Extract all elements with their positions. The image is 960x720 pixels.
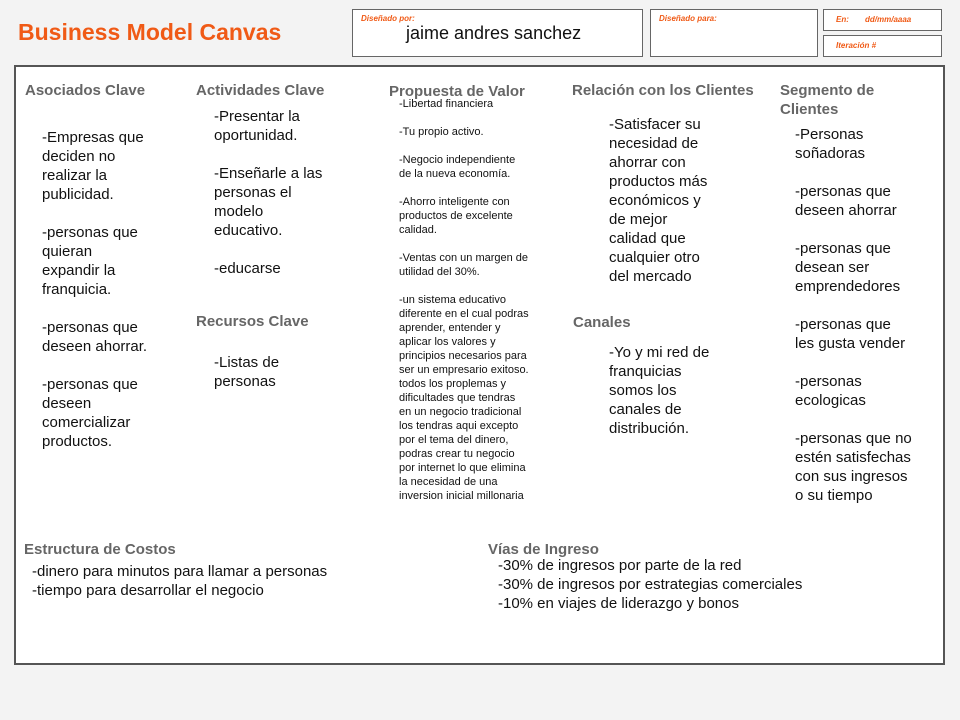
revenue-streams-title: Vías de Ingreso: [488, 541, 599, 558]
customer-relationships-title: Relación con los Clientes: [572, 82, 754, 99]
cost-structure-text: -dinero para minutos para llamar a personas -tiempo para desarrollar el negocio: [32, 563, 328, 599]
customer-segments-title: Segmento de Clientes: [780, 82, 875, 118]
value-proposition-text: -Libertad financiera -Tu propio activo. -Negocio independiente de la nueva economía. -Ahorro inteligente con productos de excelente calidad. -Ventas con un margen de utilidad del 30%. -un sistema educativo diferente en el cual podras aprender, entender y aplicar los valores y principios necesarios para ser un empresario exitoso. todos los proplemas y dificultades que tendras en un negocio tradicional los tendras aqui excepto por el tema del dinero, podras crear tu negocio por internet lo que elimina la necesidad de una inversion inicial millonaria: [399, 98, 529, 502]
designed-for-field[interactable]: [650, 9, 818, 57]
section-channels[interactable]: [563, 297, 773, 525]
key-partners-text: -Empresas que deciden no realizar la publicidad. -personas que quieran expandir la franquicia. -personas que deseen ahorrar. -personas que deseen comercializar productos.: [42, 129, 148, 450]
key-activities-text: -Presentar la oportunidad. -Enseñarle a las personas el modelo educativo. -educarse: [214, 108, 323, 277]
date-placeholder: dd/mm/aaaa: [865, 15, 912, 24]
section-value-proposition[interactable]: [379, 67, 565, 525]
value-proposition-title: Propuesta de Valor: [389, 83, 525, 100]
designed-by-value: jaime andres sanchez: [406, 23, 582, 43]
customer-relationships-text: -Satisfacer su necesidad de ahorrar con productos más económicos y de mejor calidad que cualquier otro del mercado: [609, 116, 708, 285]
customer-segments-text: -Personas soñadoras -personas que deseen ahorrar -personas que desean ser emprendedores -personas que les gusta vender -personas ecologicas -personas que no estén satisfechas con sus ingresos o su tiempo: [795, 126, 912, 504]
revenue-streams-text: -30% de ingresos por parte de la red -30% de ingresos por estrategias comerciales -10% en viajes de liderazgo y bonos: [498, 557, 803, 612]
designed-by-field[interactable]: [352, 9, 643, 57]
designed-by-label: Diseñado por:: [361, 14, 415, 23]
key-partners-title: Asociados Clave: [25, 82, 146, 99]
key-resources-title: Recursos Clave: [196, 313, 309, 330]
section-revenue-streams[interactable]: [480, 523, 943, 663]
channels-title: Canales: [573, 314, 631, 331]
section-key-resources[interactable]: [186, 297, 381, 525]
designed-for-label: Diseñado para:: [659, 14, 717, 23]
section-key-partners[interactable]: [16, 67, 188, 525]
section-customer-segments[interactable]: [771, 67, 943, 525]
channels-text: -Yo y mi red de franquicias somos los canales de distribución.: [609, 344, 710, 437]
cost-structure-title: Estructura de Costos: [24, 541, 176, 558]
key-activities-title: Actividades Clave: [196, 82, 325, 99]
key-resources-text: -Listas de personas: [214, 354, 280, 390]
page-title: Business Model Canvas: [18, 19, 282, 45]
iteration-label: Iteración #: [836, 41, 877, 50]
iteration-field[interactable]: [823, 35, 942, 57]
section-cost-structure[interactable]: [16, 523, 482, 663]
section-key-activities[interactable]: [186, 67, 381, 299]
date-label: En:: [836, 15, 849, 24]
business-model-canvas: [14, 65, 945, 665]
date-field[interactable]: [823, 9, 942, 31]
section-customer-relationships[interactable]: [563, 67, 773, 299]
